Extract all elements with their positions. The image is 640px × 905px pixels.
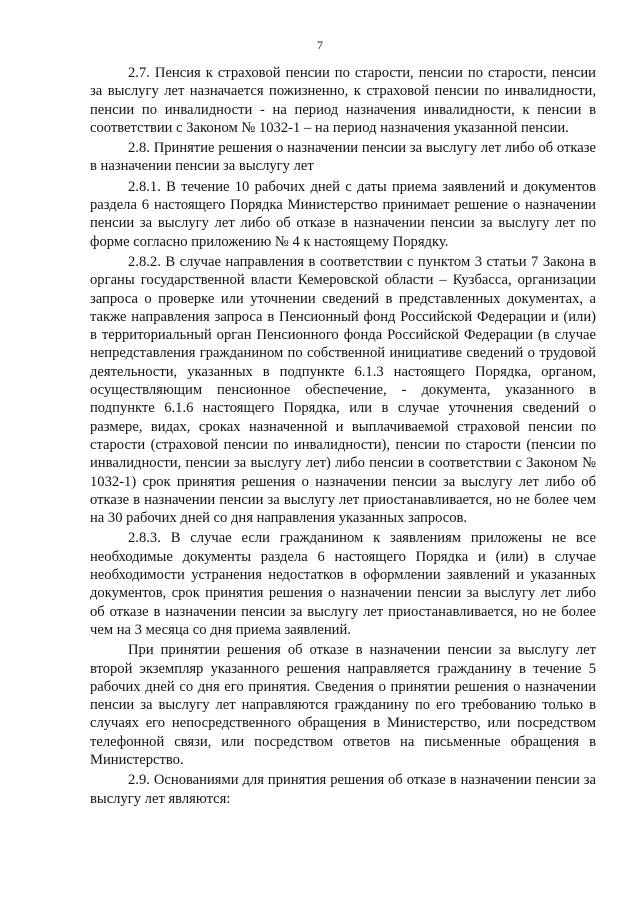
paragraph-2-8-2: 2.8.2. В случае направления в соответствии с пунктом 3 статьи 7 Закона в органы государственной власти Кемеровской области – Кузбасса, организации запроса о проверке или уточнении сведений в представленных документах, а также направления запроса в Пенсионный фонд Российской Федерации и (или) в территориальный орган Пенсионного фонда Российской Федерации (в случае непредставления гражданином по собственной инициативе сведений о трудовой деятельности, указанных в подпункте 6.1.3 настоящего Порядка, органом, осуществляющим пенсионное обеспечение, - документа, указанного в подпункте 6.1.6 настоящего Порядка, или в случае уточнения сведений о размере, видах, сроках назначенной и выплачиваемой страховой пенсии по старости (страховой пенсии по инвалидности), пенсии по старости (пенсии по инвалидности, пенсии за выслугу лет) либо пенсии в соответствии с Законом № 1032-1) срок принятия решения о назначении пенсии за выслугу лет либо об отказе в назначении пенсии за выслугу лет приостанавливается, но не более чем на 30 рабочих дней со дня направления указанных запросов. xyxy=(90,253,596,527)
paragraph-refusal-notice: При принятии решения об отказе в назначении пенсии за выслугу лет второй экземпляр указанного решения направляется гражданину в течение 5 рабочих дней со дня его принятия. Сведения о принятии решения о назначении пенсии за выслугу лет направляются гражданину по его требованию только в случаях его непосредственного обращения в Министерство, или посредством телефонной связи, или посредством ответов на письменные обращения в Министерство. xyxy=(90,642,596,768)
paragraph-2-7: 2.7. Пенсия к страховой пенсии по старости, пенсии по старости, пенсии за выслугу лет назначается пожизненно, к страховой пенсии по инвалидности, пенсии по инвалидности - на период назначения инвалидности, к пенсии в соответствии с Законом № 1032-1 – на период назначения указанной пенсии. xyxy=(90,65,596,136)
page-number: 7 xyxy=(317,38,323,52)
paragraph-2-9: 2.9. Основаниями для принятия решения об отказе в назначении пенсии за выслугу лет являются: xyxy=(90,772,596,807)
paragraph-2-8-3: 2.8.3. В случае если гражданином к заявлениям приложены не все необходимые документы раздела 6 настоящего Порядка и (или) в случае необходимости устранения недостатков в оформлении заявлений и указанных документов, срок принятия решения о назначении пенсии за выслугу лет либо об отказе в назначении пенсии за выслугу лет приостанавливается, но не более чем на 3 месяца со дня приема заявлений. xyxy=(90,530,596,638)
paragraph-2-8-1: 2.8.1. В течение 10 рабочих дней с даты приема заявлений и документов раздела 6 настоящего Порядка Министерство принимает решение о назначении пенсии за выслугу лет либо об отказе в назначении пенсии за выслугу лет по форме согласно приложению № 4 к настоящему Порядку. xyxy=(90,178,596,250)
document-body xyxy=(90,64,596,808)
paragraph-2-8: 2.8. Принятие решения о назначении пенсии за выслугу лет либо об отказе в назначении пенсии за выслугу лет xyxy=(90,140,596,175)
